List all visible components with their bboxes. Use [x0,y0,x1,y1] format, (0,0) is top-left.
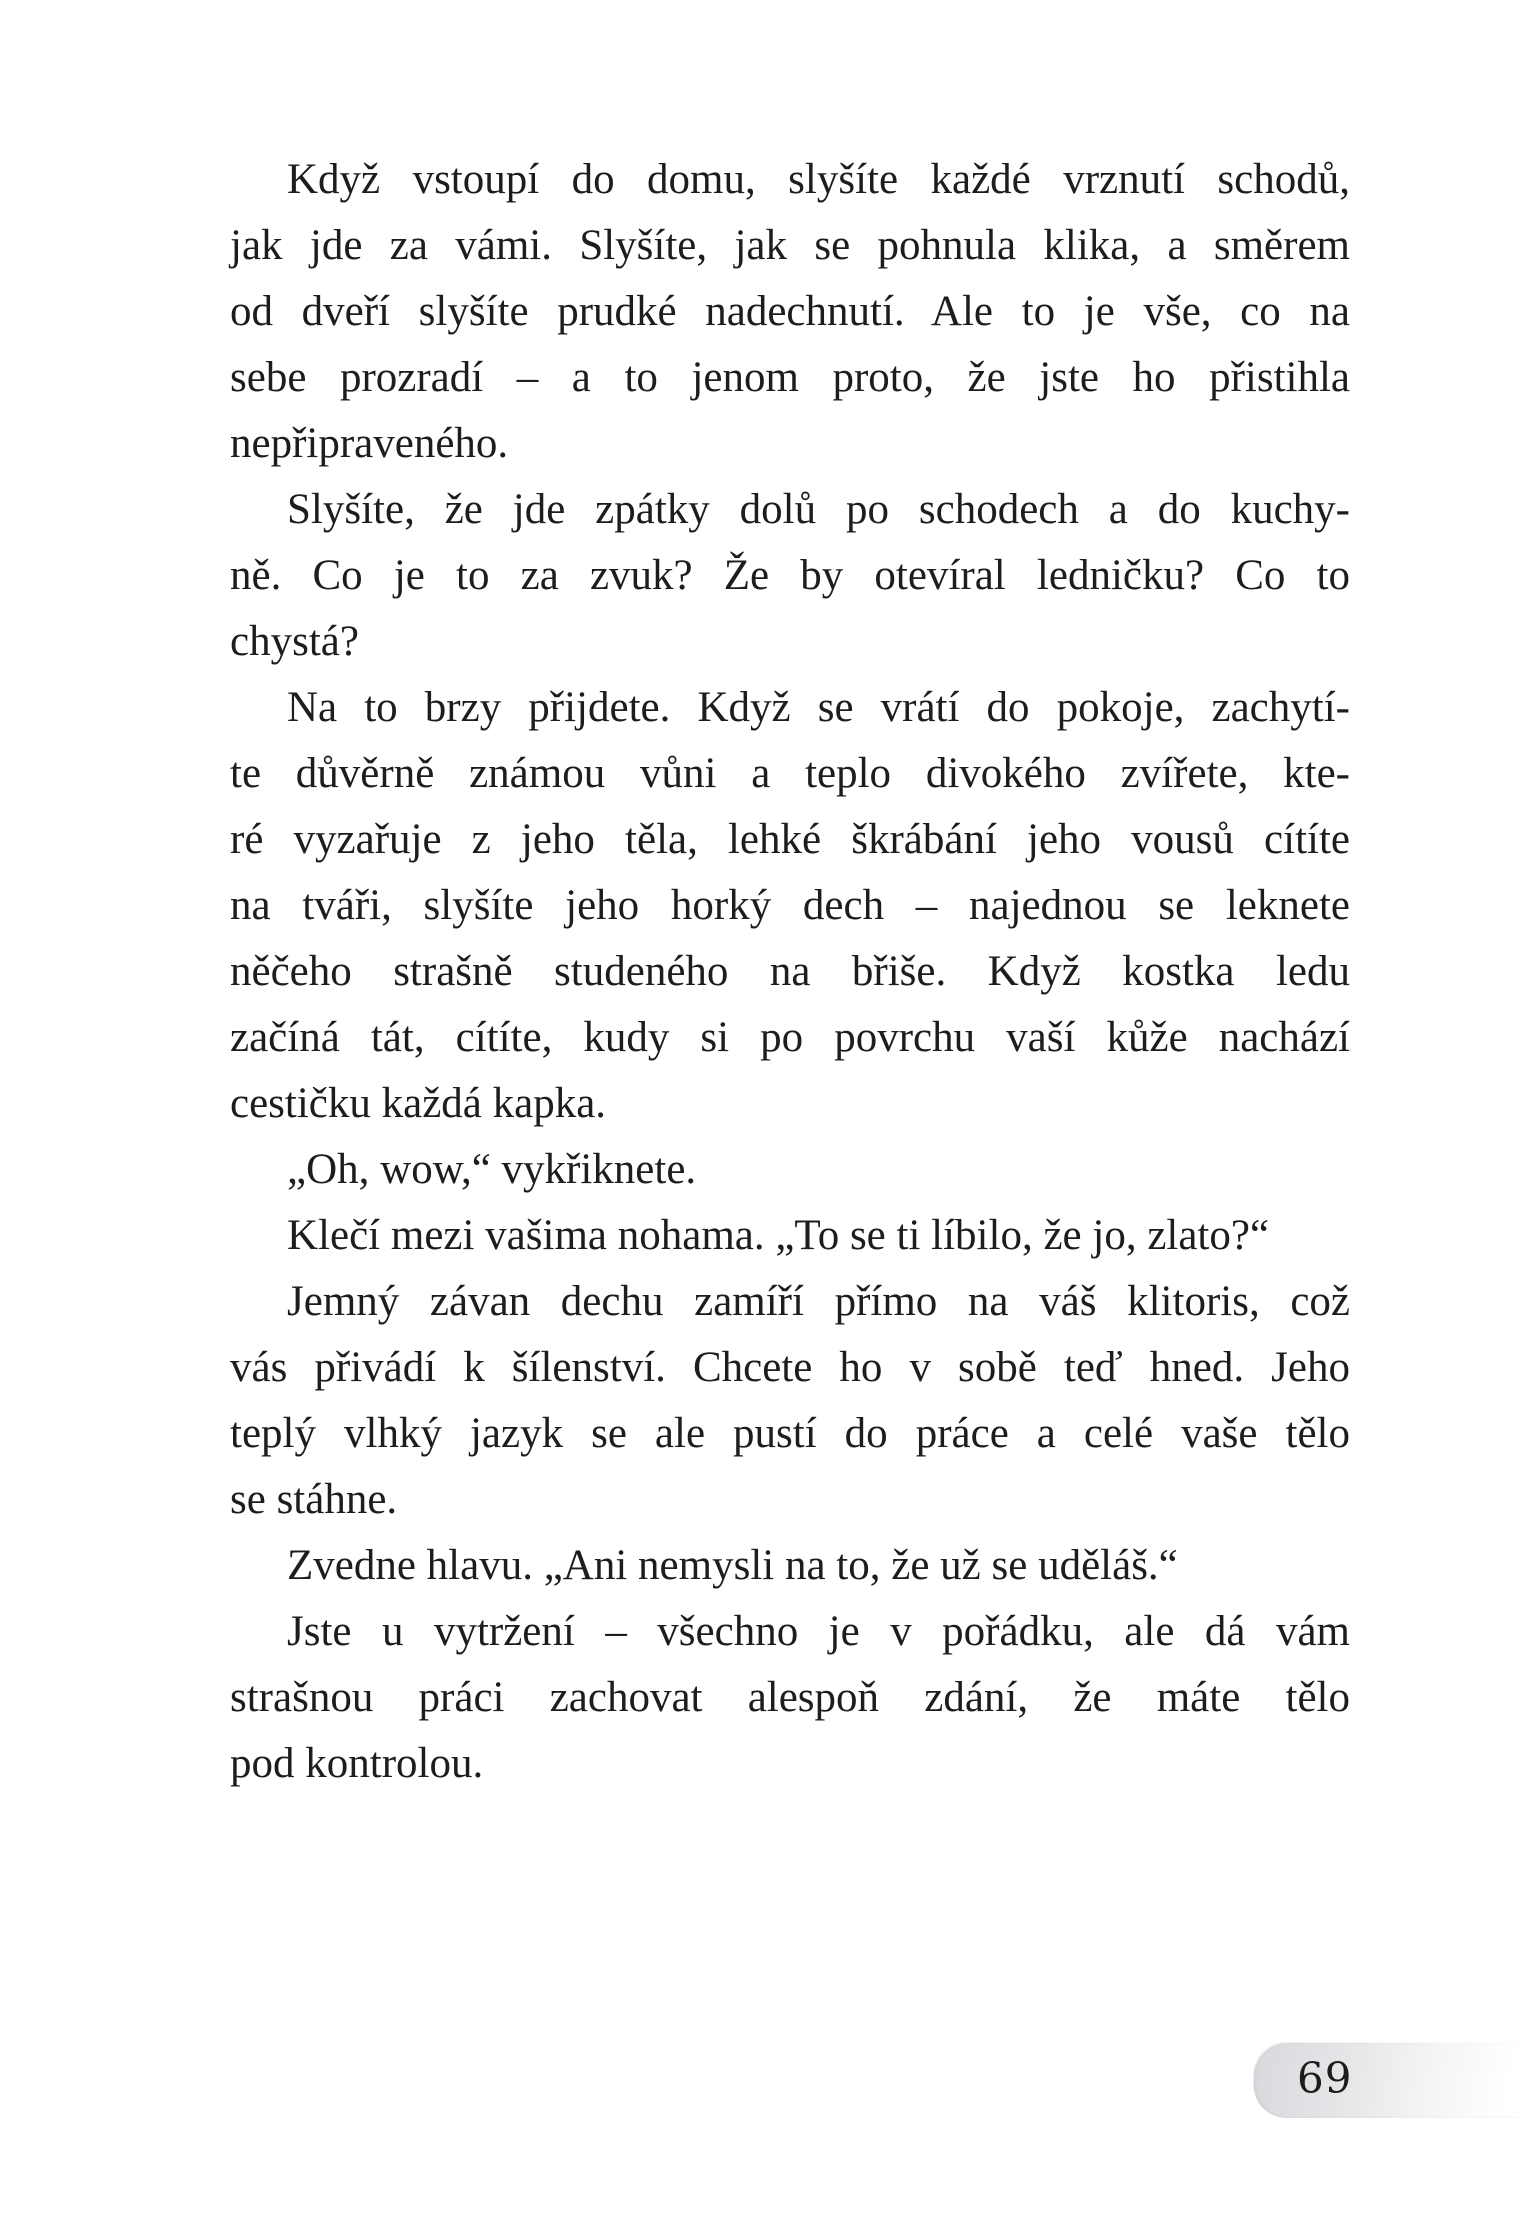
text-line: Slyšíte, že jde zpátky dolů po schodech a do kuchy- [287,486,1350,533]
text-line: cestičku každá kapka. [230,1080,607,1127]
text-line: te důvěrně známou vůni a teplo divokého zvířete, kte- [230,750,1350,797]
text-line: Jemný závan dechu zamíří přímo na váš klitoris, což [287,1278,1350,1325]
text-block [230,147,1350,1797]
text-line: jak jde za vámi. Slyšíte, jak se pohnula klika, a směrem [230,222,1350,269]
text-line: strašnou práci zachovat alespoň zdání, že máte tělo [230,1674,1350,1721]
text-line: Zvedne hlavu. „Ani nemysli na to, že už se uděláš.“ [287,1542,1178,1589]
text-line: „Oh, wow,“ vykřiknete. [287,1146,697,1193]
text-line: ré vyzařuje z jeho těla, lehké škrábání jeho vousů cítíte [230,816,1350,863]
page-number-badge [1253,2042,1519,2118]
text-line: na tváři, slyšíte jeho horký dech – najednou se leknete [230,882,1350,929]
text-line: vás přivádí k šílenství. Chcete ho v sobě teď hned. Jeho [230,1344,1350,1391]
text-line: začíná tát, cítíte, kudy si po povrchu vaší kůže nachází [230,1014,1350,1061]
text-line: Když vstoupí do domu, slyšíte každé vrznutí schodů, [287,156,1350,203]
text-line: Klečí mezi vašima nohama. „To se ti líbilo, že jo, zlato?“ [287,1212,1270,1259]
text-line: ně. Co je to za zvuk? Že by otevíral ledničku? Co to [230,552,1350,599]
text-line: Na to brzy přijdete. Když se vrátí do pokoje, zachytí- [287,684,1350,731]
text-line: něčeho strašně studeného na břiše. Když kostka ledu [230,948,1350,995]
text-line: chystá? [230,618,359,665]
text-line: pod kontrolou. [230,1740,484,1787]
text-line: se stáhne. [230,1476,398,1523]
text-line: sebe prozradí – a to jenom proto, že jste ho přistihla [230,354,1350,401]
text-line: nepřipraveného. [230,420,509,467]
text-line: teplý vlhký jazyk se ale pustí do práce a celé vaše tělo [230,1410,1350,1457]
text-line: Jste u vytržení – všechno je v pořádku, ale dá vám [287,1608,1350,1655]
text-line: od dveří slyšíte prudké nadechnutí. Ale to je vše, co na [230,288,1350,335]
page-number: 69 [1297,2053,1353,2103]
